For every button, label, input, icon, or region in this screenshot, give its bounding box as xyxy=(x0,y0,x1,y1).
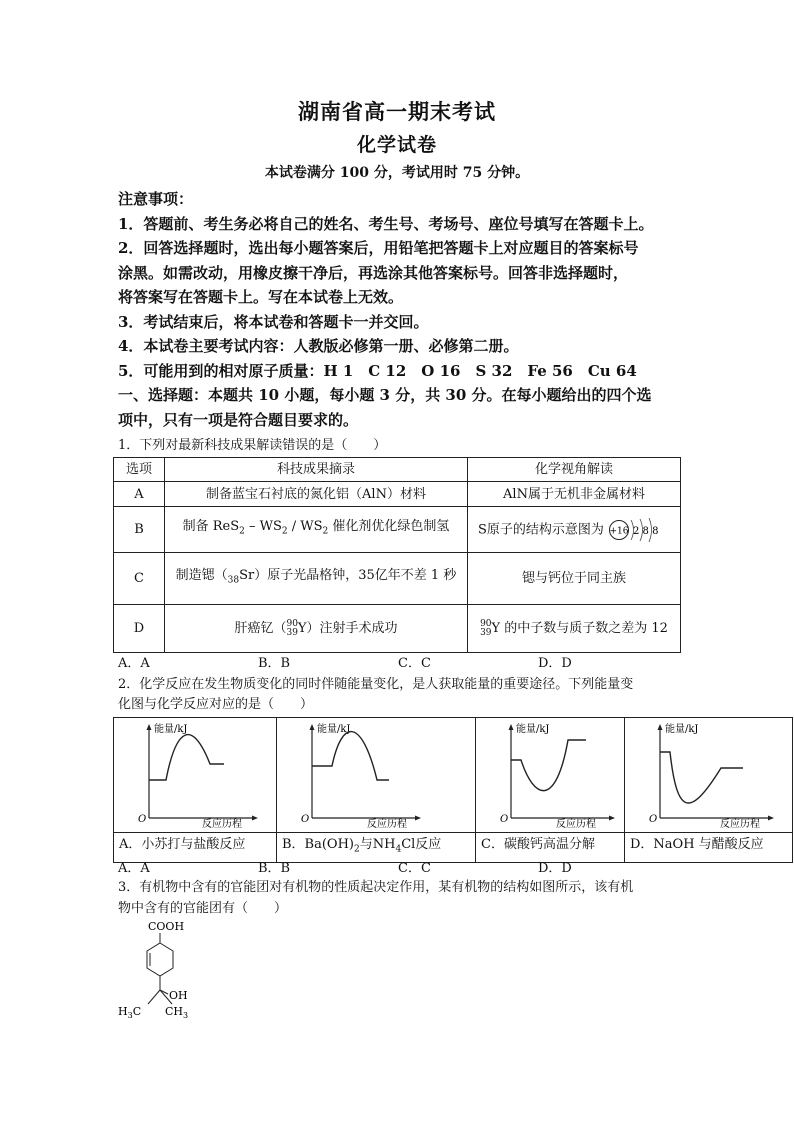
interp-cell xyxy=(468,507,681,553)
q3-stem-line: 3．有机物中含有的官能团对有机物的性质起决定作用，某有机物的结构如图所示，该有机 xyxy=(118,880,634,895)
achievement-cell: 制备 $ReS_2 - WS_2 / WS_2$ 催化剂优化绿色制氢 xyxy=(165,507,468,553)
note-line: 4．本试卷主要考试内容：人教版必修第一册、必修第二册。 xyxy=(118,337,519,355)
energy-diagram-d xyxy=(625,718,793,833)
option-c[interactable]: C．C xyxy=(398,861,431,876)
achievement-cell: 制造锶$(_{38}Sr)$原子光晶格钟，35亿年不差 1 秒 xyxy=(165,553,468,605)
energy-curve-c xyxy=(476,718,622,828)
option-cell: D xyxy=(114,605,165,653)
table-row xyxy=(114,482,681,507)
option-d[interactable]: D．D xyxy=(538,861,572,876)
note-line: 1．答题前、考生务必将自己的姓名、考生号、考场号、座位号填写在答题卡上。 xyxy=(118,214,654,233)
origin-label: O xyxy=(500,814,509,825)
option-cell: C xyxy=(114,553,165,605)
option-b[interactable]: B．B xyxy=(258,861,291,876)
q2-options xyxy=(118,857,678,876)
note-line: 涂黑。如需改动，用橡皮擦干净后，再选涂其他答案标号。回答非选择题时， xyxy=(118,263,629,282)
electron-shells: 2 8 8 xyxy=(633,525,659,537)
option-a[interactable]: A．A xyxy=(118,861,150,876)
energy-curve-a xyxy=(114,718,274,828)
section-heading-line: 项中，只有一项是符合题目要求的。 xyxy=(118,410,359,429)
note-line: 2．回答选择题时，选出每小题答案后，用铅笔把答题卡上对应题目的答案标号 xyxy=(118,239,639,257)
q1-options xyxy=(118,652,678,671)
oh-label: OH xyxy=(169,989,188,1002)
methyl-label-left: $H_3C$ xyxy=(118,1005,142,1020)
molecule-structure-diagram xyxy=(110,918,210,1024)
q2-energy-diagram-table xyxy=(113,717,793,863)
energy-diagram-a xyxy=(114,718,277,833)
exam-info: 本试卷满分 100 分，考试用时 75 分钟。 xyxy=(264,165,530,181)
note-line: 5．可能用到的相对原子质量：H 1 C 12 O 16 S 32 Fe 56 Cu 64 xyxy=(118,361,637,380)
origin-label: O xyxy=(138,814,147,825)
header-cell: 化学视角解读 xyxy=(468,458,681,482)
q2-stem-line: 2．化学反应在发生物质变化的同时伴随能量变化，是人获取能量的重要途径。下列能量变 xyxy=(118,677,634,692)
exam-title: 湖南省高一期末考试 xyxy=(298,99,496,124)
option-a[interactable]: A．A xyxy=(118,656,150,671)
x-axis-label: 反应历程 xyxy=(202,819,242,828)
energy-diagram-b xyxy=(277,718,476,833)
caption-a: A．小苏打与盐酸反应 xyxy=(114,833,277,863)
y-axis-label: 能量/kJ xyxy=(154,724,188,735)
methyl-label-right: $CH_3$ xyxy=(165,1005,189,1020)
diagram-row xyxy=(114,718,793,833)
sulfur-atom-structure-diagram xyxy=(608,515,664,545)
achievement-cell: 制备蓝宝石衬底的氮化铝（AlN）材料 xyxy=(165,482,468,507)
interp-text: S原子的结构示意图为 xyxy=(478,522,604,537)
note-line: 3．考试结束后，将本试卷和答题卡一并交回。 xyxy=(118,312,429,331)
table-row xyxy=(114,605,681,653)
notes-section xyxy=(118,187,688,432)
origin-label: O xyxy=(649,814,658,825)
x-axis-label: 反应历程 xyxy=(367,819,407,828)
x-axis-label: 反应历程 xyxy=(720,819,760,828)
y-axis-label: 能量/kJ xyxy=(665,724,699,735)
option-d[interactable]: D．D xyxy=(538,656,572,671)
caption-d: D．NaOH 与醋酸反应 xyxy=(625,833,793,863)
y-axis-label: 能量/kJ xyxy=(516,724,550,735)
q1-stem: 1．下列对最新科技成果解读错误的是（ ） xyxy=(118,438,387,453)
option-cell: B xyxy=(114,507,165,553)
table-header-row xyxy=(114,458,681,482)
x-axis-label: 反应历程 xyxy=(556,819,596,828)
notes-heading: 注意事项： xyxy=(118,190,194,208)
note-line: 将答案写在答题卡上。写在本试卷上无效。 xyxy=(118,288,404,306)
y-axis-label: 能量/kJ xyxy=(317,724,351,735)
subject-title: 化学试卷 xyxy=(356,134,437,156)
energy-curve-b xyxy=(277,718,473,828)
option-b[interactable]: B．B xyxy=(258,656,291,671)
cooh-label: COOH xyxy=(148,920,185,933)
caption-c: C．碳酸钙高温分解 xyxy=(476,833,625,863)
origin-label: O xyxy=(301,814,310,825)
q3-stem-line: 物中含有的官能团有（ ） xyxy=(118,901,288,916)
option-c[interactable]: C．C xyxy=(398,656,431,671)
interp-cell: 锶与钙位于同主族 xyxy=(468,553,681,605)
q1-table xyxy=(113,457,681,653)
header-cell: 选项 xyxy=(114,458,165,482)
energy-diagram-c xyxy=(476,718,625,833)
table-row xyxy=(114,553,681,605)
nucleus-charge: +16 xyxy=(609,526,629,536)
header-cell: 科技成果摘录 xyxy=(165,458,468,482)
energy-curve-d xyxy=(625,718,791,828)
interp-cell: AlN属于无机非金属材料 xyxy=(468,482,681,507)
interp-cell: 90 39Y 的中子数与质子数之差为 12 xyxy=(468,605,681,653)
table-row xyxy=(114,507,681,553)
achievement-cell: 肝癌钇（90 39Y）注射手术成功 xyxy=(165,605,468,653)
q2-stem-line: 化图与化学反应对应的是（ ） xyxy=(118,697,314,712)
caption-b: B．$Ba(OH)_2$与$NH_4Cl$反应 xyxy=(277,833,476,863)
section-heading-line: 一、选择题：本题共 10 小题，每小题 3 分，共 30 分。在每小题给出的四个选 xyxy=(118,386,652,404)
option-cell: A xyxy=(114,482,165,507)
